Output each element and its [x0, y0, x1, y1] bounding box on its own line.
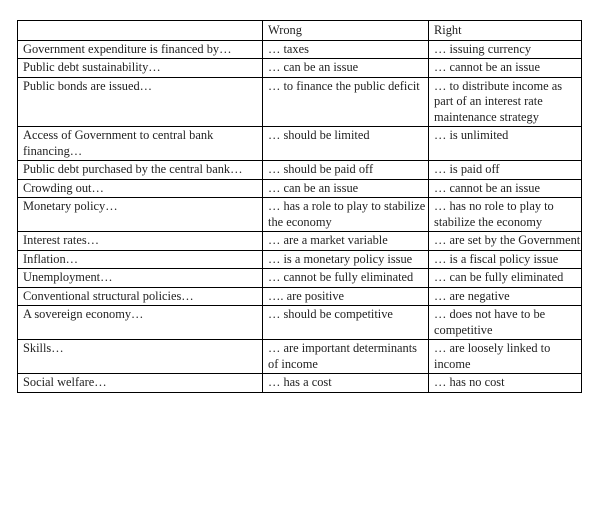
cell-topic: Monetary policy…	[18, 198, 263, 232]
wrong-right-table	[17, 20, 582, 393]
cell-wrong: … should be paid off	[263, 161, 429, 180]
cell-wrong: … can be an issue	[263, 179, 429, 198]
cell-topic: Unemployment…	[18, 269, 263, 288]
table-row	[18, 340, 582, 374]
table-row	[18, 198, 582, 232]
header-wrong: Wrong	[263, 21, 429, 41]
header-topic	[18, 21, 263, 41]
cell-topic: Conventional structural policies…	[18, 287, 263, 306]
cell-wrong: … are important determinants of income	[263, 340, 429, 374]
cell-topic: Inflation…	[18, 250, 263, 269]
cell-topic: Public debt purchased by the central bank…	[18, 161, 263, 180]
cell-right: … has no cost	[429, 374, 582, 393]
cell-wrong: … are a market variable	[263, 232, 429, 251]
cell-right: … are negative	[429, 287, 582, 306]
cell-right: … does not have to be competitive	[429, 306, 582, 340]
header-row	[18, 21, 582, 41]
cell-wrong: … has a role to play to stabilize the economy	[263, 198, 429, 232]
table-row	[18, 40, 582, 59]
cell-wrong: … to finance the public deficit	[263, 77, 429, 127]
cell-right: … are loosely linked to income	[429, 340, 582, 374]
table-body	[18, 40, 582, 392]
table-row	[18, 306, 582, 340]
cell-topic: Social welfare…	[18, 374, 263, 393]
cell-topic: Interest rates…	[18, 232, 263, 251]
table-row	[18, 232, 582, 251]
cell-right: … has no role to play to stabilize the economy	[429, 198, 582, 232]
table-row	[18, 269, 582, 288]
table-row	[18, 77, 582, 127]
cell-right: … issuing currency	[429, 40, 582, 59]
cell-right: … to distribute income as part of an interest rate maintenance strategy	[429, 77, 582, 127]
cell-right: … is a fiscal policy issue	[429, 250, 582, 269]
cell-wrong: … should be limited	[263, 127, 429, 161]
comparison-table-container	[17, 20, 581, 393]
cell-right: … can be fully eliminated	[429, 269, 582, 288]
cell-topic: Access of Government to central bank financing…	[18, 127, 263, 161]
cell-wrong: … taxes	[263, 40, 429, 59]
cell-topic: Public debt sustainability…	[18, 59, 263, 78]
cell-right: … is paid off	[429, 161, 582, 180]
cell-right: … cannot be an issue	[429, 179, 582, 198]
cell-wrong: … should be competitive	[263, 306, 429, 340]
cell-topic: Skills…	[18, 340, 263, 374]
table-row	[18, 127, 582, 161]
cell-topic: Public bonds are issued…	[18, 77, 263, 127]
cell-wrong: … is a monetary policy issue	[263, 250, 429, 269]
cell-right: … cannot be an issue	[429, 59, 582, 78]
table-row	[18, 374, 582, 393]
cell-topic: A sovereign economy…	[18, 306, 263, 340]
table-row	[18, 59, 582, 78]
cell-wrong: … can be an issue	[263, 59, 429, 78]
cell-right: … is unlimited	[429, 127, 582, 161]
cell-wrong: … has a cost	[263, 374, 429, 393]
header-right: Right	[429, 21, 582, 41]
table-row	[18, 161, 582, 180]
table-row	[18, 287, 582, 306]
table-row	[18, 250, 582, 269]
cell-topic: Government expenditure is financed by…	[18, 40, 263, 59]
cell-wrong: … cannot be fully eliminated	[263, 269, 429, 288]
cell-right: … are set by the Government	[429, 232, 582, 251]
cell-wrong: …. are positive	[263, 287, 429, 306]
table-row	[18, 179, 582, 198]
cell-topic: Crowding out…	[18, 179, 263, 198]
